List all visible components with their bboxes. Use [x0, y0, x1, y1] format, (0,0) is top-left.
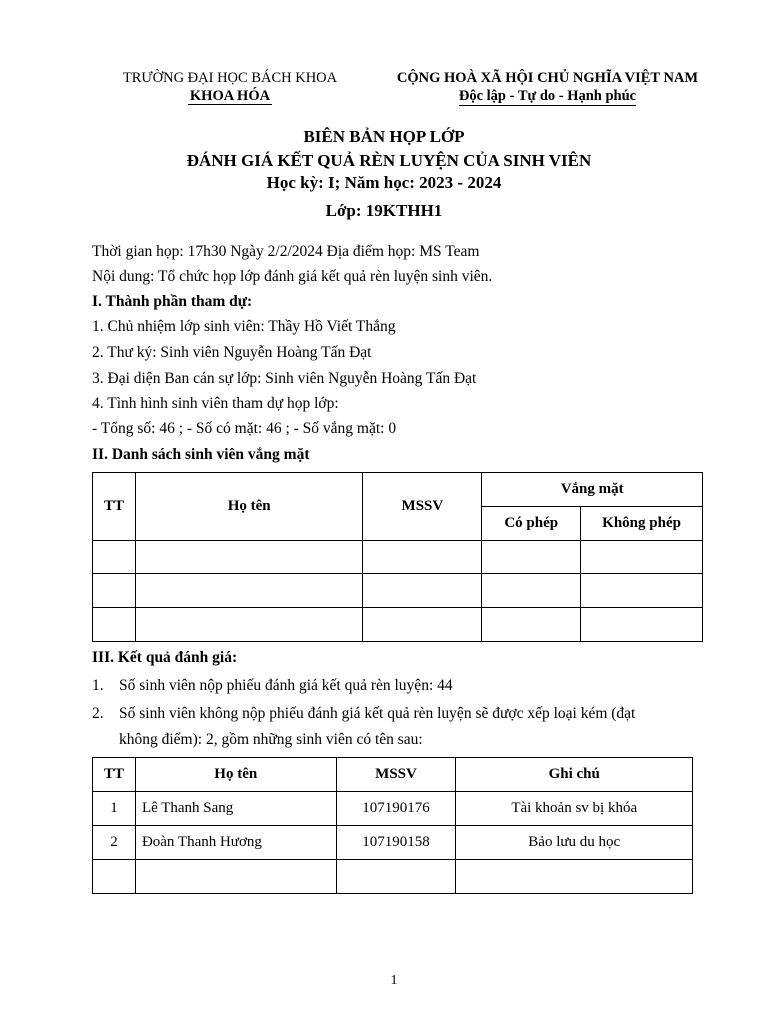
attendee-secretary: 2. Thư ký: Sinh viên Nguyễn Hoàng Tấn Đạt: [92, 344, 372, 361]
absent-header-tt: TT: [93, 473, 136, 541]
doc-semester: Học kỳ: I; Năm học: 2023 - 2024: [266, 173, 502, 192]
national-motto-text: Độc lập - Tự do - Hạnh phúc: [458, 88, 637, 104]
university-name: TRƯỜNG ĐẠI HỌC BÁCH KHOA: [122, 70, 338, 86]
section-attendees: I. Thành phần tham dự:: [92, 293, 253, 310]
row-name: Đoàn Thanh Hương: [135, 826, 336, 860]
table-row: [93, 860, 693, 894]
absent-header-mssv: MSSV: [363, 473, 482, 541]
table-row: [93, 541, 703, 574]
attendee-representative: 3. Đại diện Ban cán sự lớp: Sinh viên Nguyễn Hoàng Tấn Đạt: [92, 370, 477, 387]
result-1-number: 1.: [92, 677, 104, 694]
doc-class: Lớp: 19KTHH1: [325, 201, 443, 220]
row-mssv: 107190176: [336, 792, 456, 826]
section-absent-list: II. Danh sách sinh viên vắng mặt: [92, 446, 310, 463]
result-2-text-line2: không điểm): 2, gồm những sinh viên có tên sau:: [119, 731, 423, 748]
faculty-name-text: KHOA HÓA: [189, 88, 271, 104]
absent-header-nopermit: Không phép: [581, 507, 703, 541]
section-results: III. Kết quả đánh giá:: [92, 649, 238, 666]
attendance-status: 4. Tình hình sinh viên tham dự họp lớp:: [92, 395, 339, 412]
absent-header-permit: Có phép: [482, 507, 581, 541]
page-number: 1: [390, 973, 398, 988]
result-header-name: Họ tên: [135, 758, 336, 792]
table-row: [93, 574, 703, 608]
row-note: Tài khoản sv bị khóa: [456, 792, 693, 826]
national-title: CỘNG HOÀ XÃ HỘI CHỦ NGHĨA VIỆT NAM: [396, 70, 699, 86]
absent-header-absent: Vắng mặt: [482, 473, 703, 507]
row-name: Lê Thanh Sang: [135, 792, 336, 826]
row-tt: 2: [93, 826, 136, 860]
result-1-text: Số sinh viên nộp phiếu đánh giá kết quả rèn luyện: 44: [119, 677, 453, 694]
result-table: [92, 757, 693, 894]
result-2-text-line1: Số sinh viên không nộp phiếu đánh giá kết quả rèn luyện sẽ được xếp loại kém (đạt: [119, 705, 636, 722]
result-header-tt: TT: [93, 758, 136, 792]
row-mssv: 107190158: [336, 826, 456, 860]
absent-header-name: Họ tên: [135, 473, 363, 541]
attendee-chair: 1. Chủ nhiệm lớp sinh viên: Thầy Hồ Viết Thắng: [92, 318, 396, 335]
faculty-name: [90, 87, 370, 105]
meeting-time-place: Thời gian họp: 17h30 Ngày 2/2/2024 Địa điểm họp: MS Team: [92, 243, 480, 260]
doc-title-1: BIÊN BẢN HỌP LỚP: [303, 127, 465, 146]
row-tt: 1: [93, 792, 136, 826]
attendance-counts: - Tổng số: 46 ; - Số có mặt: 46 ; - Số vắng mặt: 0: [92, 420, 397, 437]
table-row: [93, 608, 703, 642]
doc-title-2: ĐÁNH GIÁ KẾT QUẢ RÈN LUYỆN CỦA SINH VIÊN: [186, 151, 592, 170]
table-row: [93, 792, 693, 826]
result-header-mssv: MSSV: [336, 758, 456, 792]
absent-table: [92, 472, 703, 642]
result-2-number: 2.: [92, 705, 104, 722]
national-motto: [370, 87, 725, 105]
result-header-note: Ghi chú: [456, 758, 693, 792]
table-row: [93, 826, 693, 860]
meeting-content: Nội dung: Tổ chức họp lớp đánh giá kết quả rèn luyện sinh viên.: [92, 268, 493, 285]
row-note: Bảo lưu du học: [456, 826, 693, 860]
